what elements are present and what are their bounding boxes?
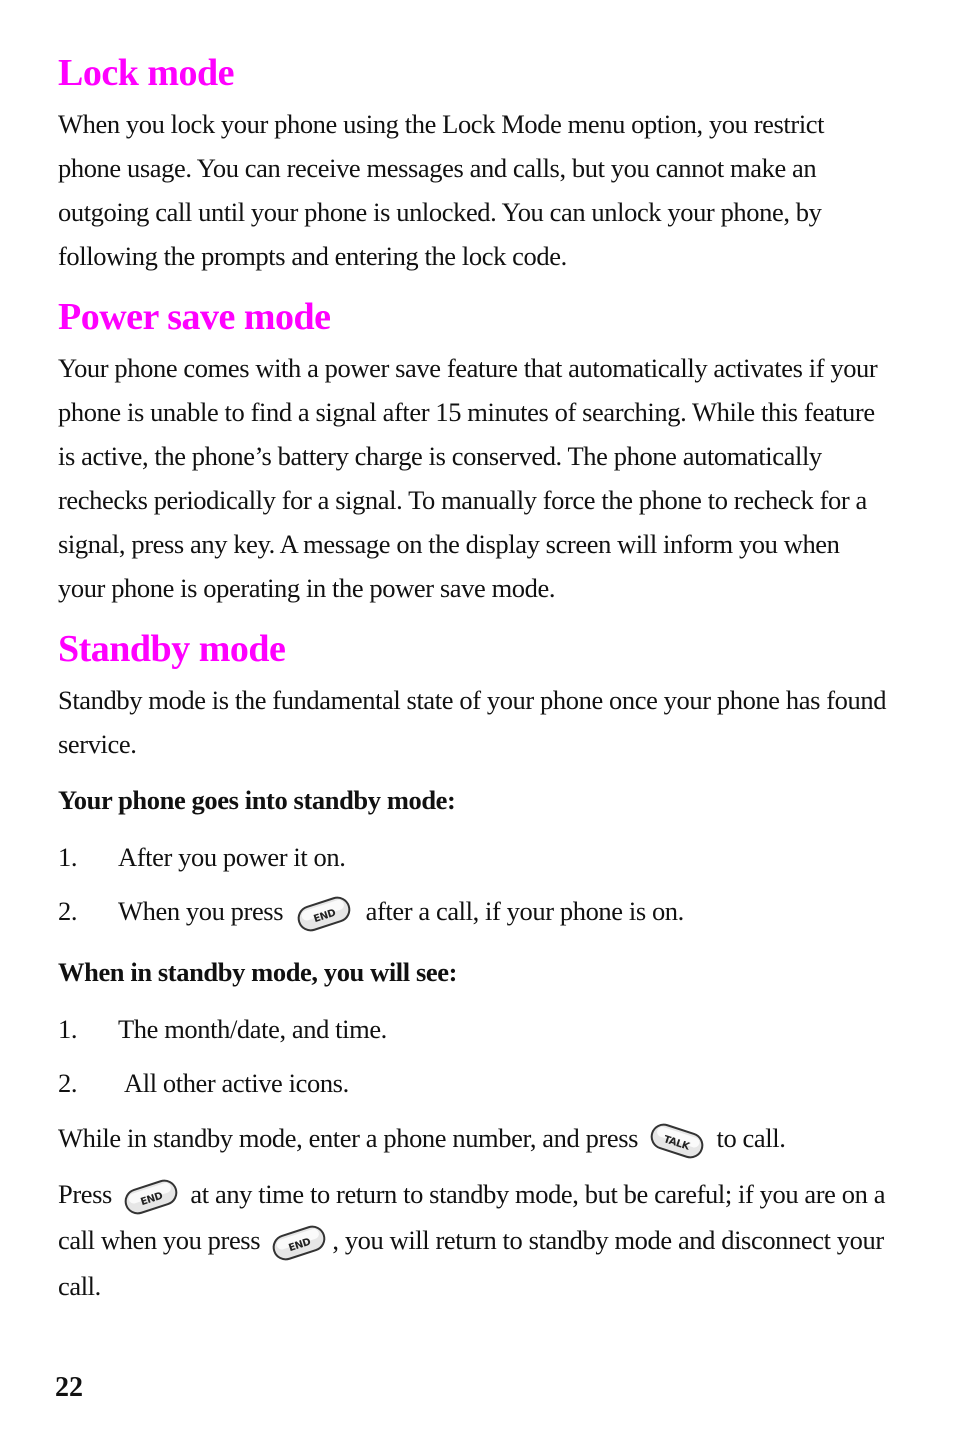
list-item (58, 884, 888, 938)
lock-mode-body: When you lock your phone using the Lock Mode menu option, you restrict phone usage. You can receive messages and calls, but you cannot make an outgoing call until your phone is unlocked. You can unlock your phone, by following the prompts and entering the lock code. (58, 109, 825, 271)
end-para-part3: , you will return to standby mode and disconnect your call. (58, 1224, 884, 1301)
list-number: 2. (58, 896, 78, 926)
list-text: After you power it on. (118, 842, 346, 872)
list-item (58, 1002, 888, 1056)
end-key-icon (120, 1176, 182, 1218)
talk-para-after: to call. (716, 1123, 786, 1153)
standby-intro: Standby mode is the fundamental state of your phone once your phone has found service. (58, 685, 887, 759)
end-key-label: END (312, 907, 338, 925)
end-paragraph (58, 1172, 888, 1308)
list-item (58, 1056, 888, 1110)
list-text-before: When you press (118, 896, 284, 926)
list-text (118, 884, 684, 938)
standby-see-list (58, 1002, 888, 1110)
list-text-after: after a call, if your phone is on. (365, 896, 684, 926)
list-text: All other active icons. (124, 1068, 349, 1098)
list-number: 2. (58, 1068, 78, 1098)
standby-see-heading: When in standby mode, you will see: (58, 957, 458, 987)
end-key-icon (293, 893, 355, 935)
end-key-label: END (139, 1190, 165, 1208)
talk-paragraph (58, 1116, 888, 1162)
manual-page (58, 50, 888, 1308)
end-para-part1: Press (58, 1178, 112, 1209)
list-text: The month/date, and time. (118, 1014, 387, 1044)
end-key-icon (268, 1222, 330, 1264)
power-save-body: Your phone comes with a power save feature that automatically activates if your phone is unable to find a signal after 15 minutes of searching. While this feature is active, the phone’s battery charge is conserved. The phone automatically rechecks periodically for a signal. To manually force the phone to recheck for a signal, press any key. A message on the display screen will inform you when your phone is operating in the power save mode. (58, 353, 878, 603)
page-number: 22 (55, 1372, 83, 1403)
standby-heading: Standby mode (58, 628, 286, 670)
talk-key-icon (646, 1120, 708, 1162)
list-number: 1. (58, 842, 78, 872)
talk-para-before: While in standby mode, enter a phone number, and press (58, 1123, 639, 1153)
standby-goes-list (58, 830, 888, 938)
end-para-part2: at any time to return to standby mode, but be careful; if you are on a call when you press (58, 1178, 886, 1255)
list-number: 1. (58, 1014, 78, 1044)
lock-mode-heading: Lock mode (58, 52, 234, 94)
list-item (58, 830, 888, 884)
power-save-heading: Power save mode (58, 296, 331, 338)
standby-goes-heading: Your phone goes into standby mode: (58, 785, 456, 815)
end-key-label: END (287, 1236, 313, 1254)
talk-key-label: TALK (662, 1134, 691, 1153)
